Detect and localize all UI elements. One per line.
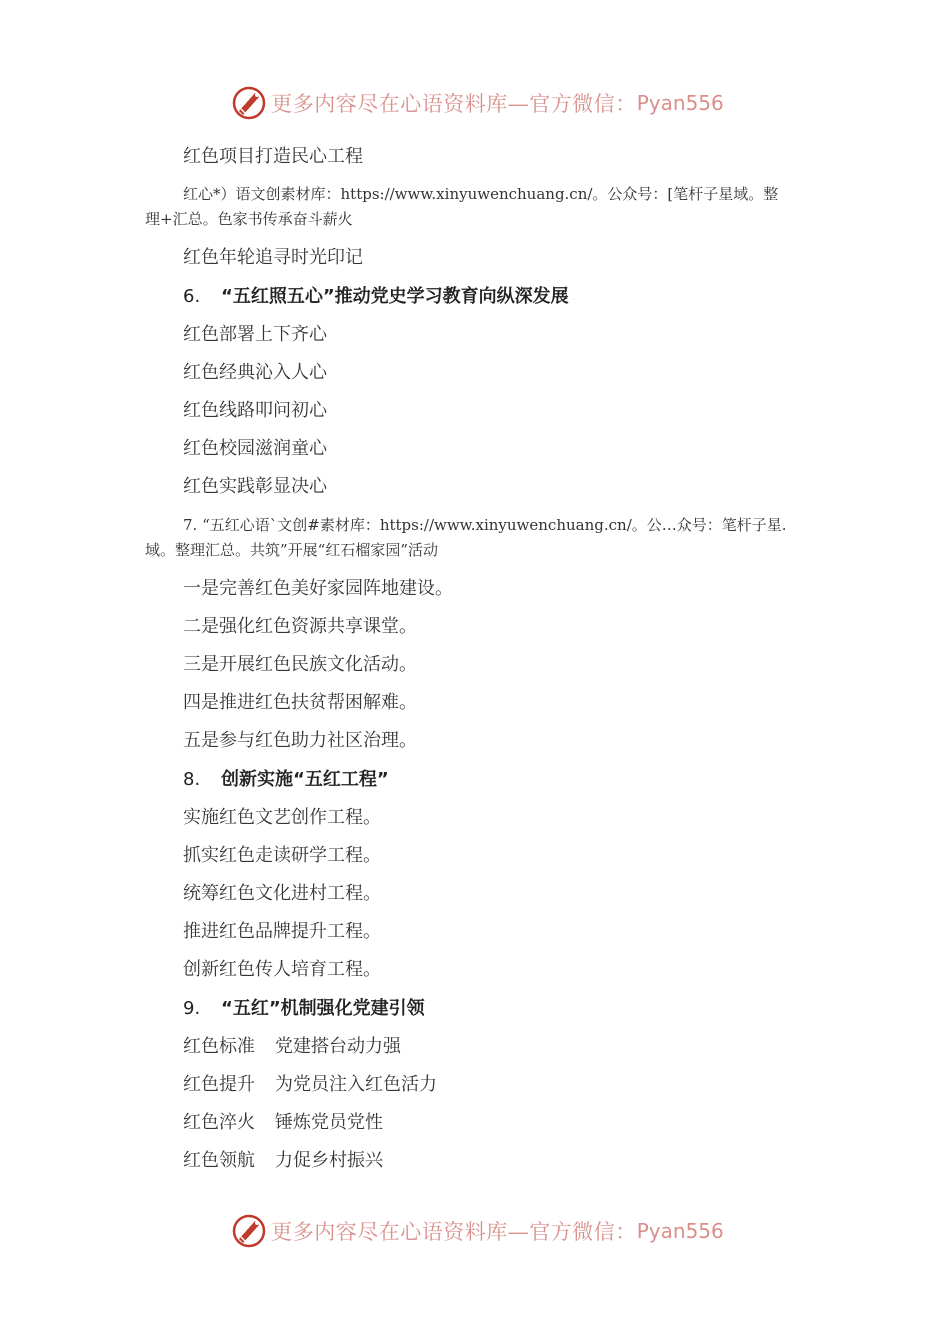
list-item bbox=[183, 1111, 383, 1135]
paragraph-line: 7. “五红心语`文创#素材库：https://www.xinyuwenchuang.cn/。公…众号：笔杆子星. bbox=[183, 516, 787, 534]
text-line: 红色年轮追寻时光印记 bbox=[183, 247, 363, 268]
heading-number: 6. bbox=[183, 286, 201, 307]
list-item: 红色经典沁入人心 bbox=[183, 362, 327, 383]
section-heading bbox=[183, 997, 425, 1021]
list-item: 统筹红色文化进村工程。 bbox=[183, 883, 381, 904]
list-item: 二是强化红色资源共享课堂。 bbox=[183, 616, 417, 637]
footer-banner bbox=[0, 1211, 950, 1251]
heading-text: “五红照五心”推动党史学习教育向纵深发展 bbox=[221, 286, 569, 307]
paragraph-line: 理+汇总。色家书传承奋斗薪火 bbox=[145, 210, 353, 228]
heading-text: 创新实施“五红工程” bbox=[221, 769, 389, 790]
list-item bbox=[183, 1149, 383, 1173]
paragraph bbox=[145, 182, 805, 232]
list-item: 推进红色品牌提升工程。 bbox=[183, 921, 381, 942]
list-item bbox=[183, 1073, 437, 1097]
paragraph bbox=[145, 513, 805, 563]
item-label: 红色领航 bbox=[183, 1150, 255, 1171]
list-item: 五是参与红色助力社区治理。 bbox=[183, 730, 417, 751]
header-banner bbox=[0, 83, 950, 123]
list-item bbox=[183, 1035, 401, 1059]
item-label: 红色标准 bbox=[183, 1036, 255, 1057]
item-text: 锤炼党员党性 bbox=[275, 1112, 383, 1133]
heading-number: 9. bbox=[183, 998, 201, 1019]
list-item: 实施红色文艺创作工程。 bbox=[183, 807, 381, 828]
list-item: 红色部署上下齐心 bbox=[183, 324, 327, 345]
banner-text: 更多内容尽在心语资料库—官方微信： bbox=[271, 92, 637, 116]
item-label: 红色提升 bbox=[183, 1074, 255, 1095]
item-text: 力促乡村振兴 bbox=[275, 1150, 383, 1171]
section-heading bbox=[183, 768, 389, 792]
list-item: 抓实红色走读研学工程。 bbox=[183, 845, 381, 866]
list-item: 红色校园滋润童心 bbox=[183, 438, 327, 459]
item-text: 党建搭台动力强 bbox=[275, 1036, 401, 1057]
list-item: 一是完善红色美好家园阵地建设。 bbox=[183, 578, 453, 599]
list-item: 四是推进红色扶贫帮困解难。 bbox=[183, 692, 417, 713]
list-item: 红色线路叩问初心 bbox=[183, 400, 327, 421]
banner-wechat-id: Pyan556 bbox=[636, 1219, 724, 1243]
list-item: 三是开展红色民族文化活动。 bbox=[183, 654, 417, 675]
pen-logo-icon bbox=[231, 1213, 267, 1249]
section-heading bbox=[183, 285, 569, 309]
heading-text: “五红”机制强化党建引领 bbox=[221, 998, 425, 1019]
list-item: 创新红色传人培育工程。 bbox=[183, 959, 381, 980]
text-line: 红色项目打造民心工程 bbox=[183, 146, 363, 167]
item-label: 红色淬火 bbox=[183, 1112, 255, 1133]
list-item: 红色实践彰显决心 bbox=[183, 476, 327, 497]
banner-wechat-id: Pyan556 bbox=[636, 91, 724, 115]
paragraph-line: 红心*）语文创素材库：https://www.xinyuwenchuang.cn/。公众号：[笔杆子星域。整 bbox=[183, 185, 779, 203]
pen-logo-icon bbox=[231, 85, 267, 121]
item-text: 为党员注入红色活力 bbox=[275, 1074, 437, 1095]
banner-text: 更多内容尽在心语资料库—官方微信： bbox=[271, 1220, 637, 1244]
heading-number: 8. bbox=[183, 769, 201, 790]
paragraph-line: 域。整理汇总。共筑”开展“红石榴家园”活动 bbox=[145, 541, 439, 559]
